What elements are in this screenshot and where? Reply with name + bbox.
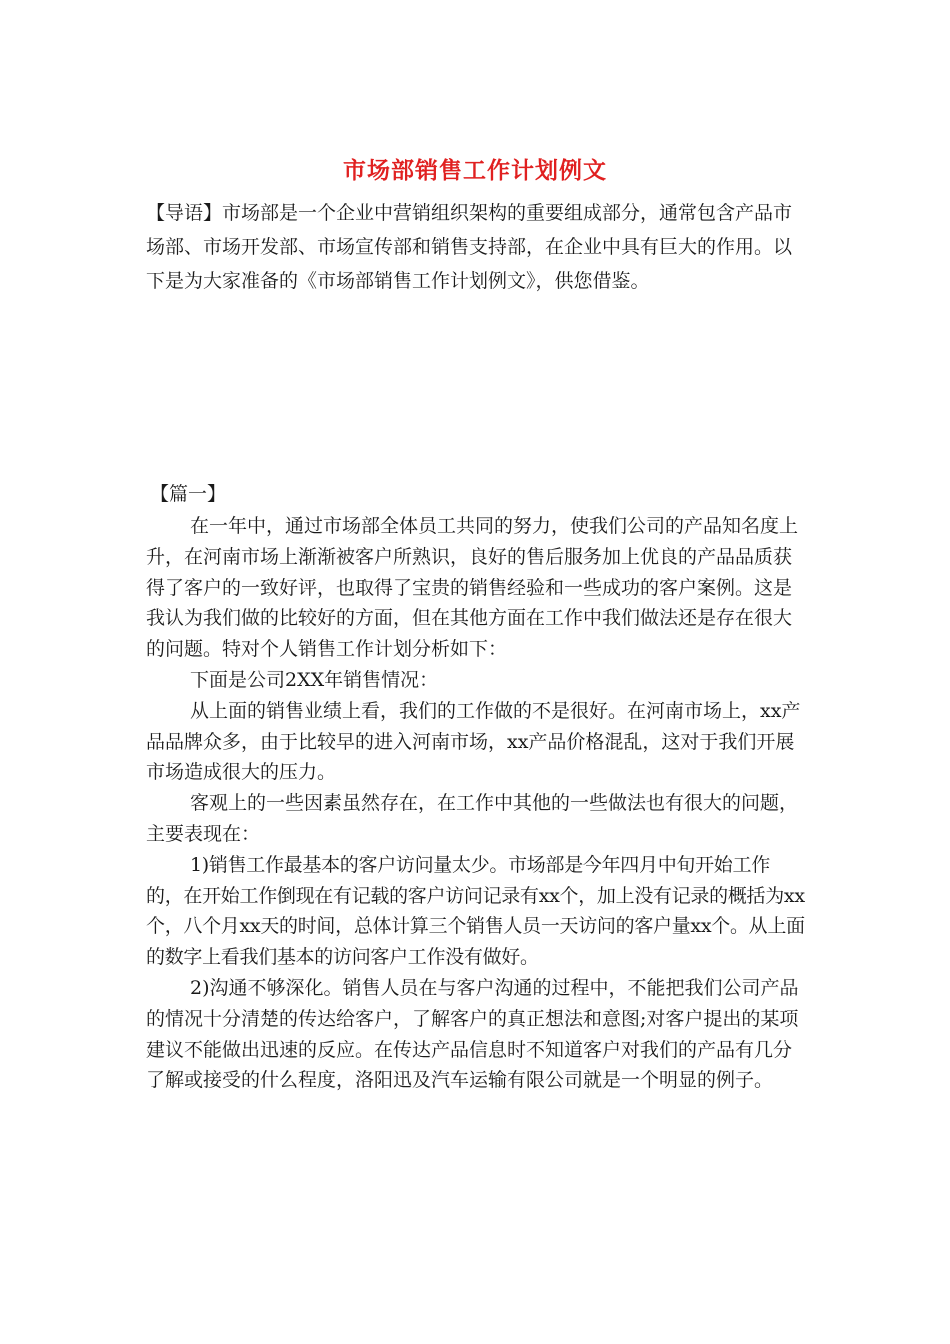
document-title: 市场部销售工作计划例文 [343, 157, 607, 184]
intro-paragraph: 【导语】市场部是一个企业中营销组织架构的重要组成部分，通常包含产品市场部、市场开发部、市场宣传部和销售支持部，在企业中具有巨大的作用。以下是为大家准备的《市场部销售工作计划例文》，供您借鉴。 [146, 202, 793, 292]
body-paragraph-3: 从上面的销售业绩上看，我们的工作做的不是很好。在河南市场上，xx产品品牌众多，由于比较早的进入河南市场，xx产品价格混乱，这对于我们开展市场造成很大的压力。 [146, 699, 801, 784]
body-paragraph-2: 下面是公司2XX年销售情况： [190, 668, 439, 691]
body-paragraph-4: 客观上的一些因素虽然存在，在工作中其他的一些做法也有很大的问题，主要表现在： [146, 792, 799, 845]
intro-section [146, 196, 806, 298]
body-paragraph-5: 1)销售工作最基本的客户访问量太少。市场部是今年四月中旬开始工作的，在开始工作倒现在有记载的客户访问记录有xx个，加上没有记录的概括为xx个，八个月xx天的时间，总体计算三个销售人员一天访问的客户量xx个。从上面的数字上看我们基本的访问客户工作没有做好。 [146, 853, 805, 969]
body-paragraph-6: 2)沟通不够深化。销售人员在与客户沟通的过程中，不能把我们公司产品的情况十分清楚的传达给客户，了解客户的真正想法和意图;对客户提出的某项建议不能做出迅速的反应。在传达产品信息时不知道客户对我们的产品有几分了解或接受的什么程度，洛阳迅及汽车运输有限公司就是一个明显的例子。 [146, 976, 799, 1092]
body-text [146, 511, 806, 1096]
body-paragraph-1: 在一年中，通过市场部全体员工共同的努力，使我们公司的产品知名度上升，在河南市场上渐渐被客户所熟识，良好的售后服务加上优良的产品品质获得了客户的一致好评，也取得了宝贵的销售经验和一些成功的客户案例。这是我认为我们做的比较好的方面，但在其他方面在工作中我们做法还是存在很大的问题。特对个人销售工作计划分析如下： [146, 515, 799, 661]
section-label: 【篇一】 [150, 483, 227, 505]
